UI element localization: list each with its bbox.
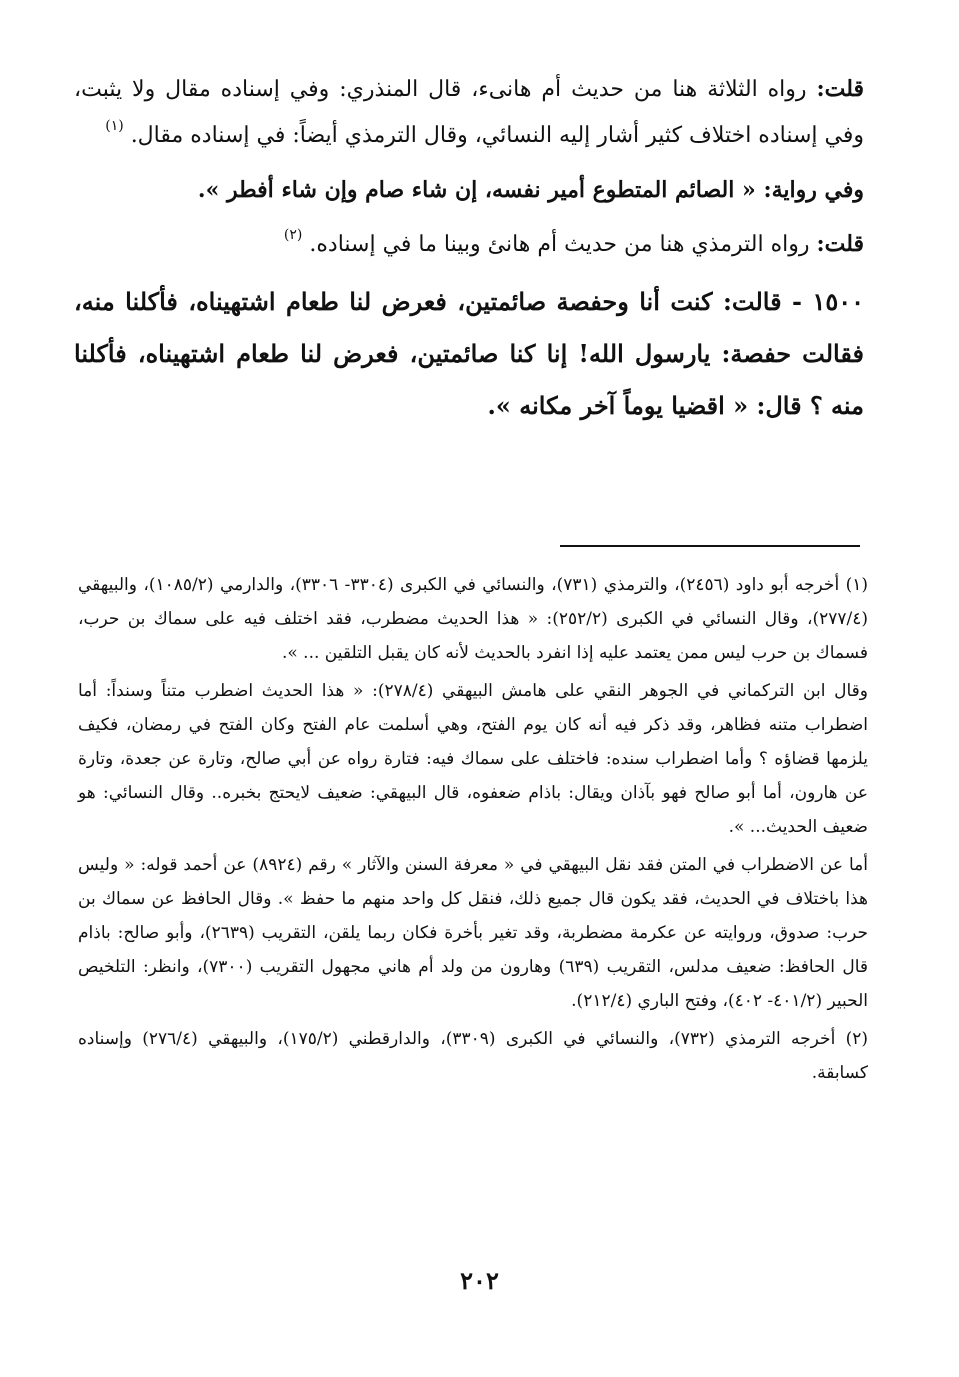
- footnotes: [78, 568, 868, 1094]
- main-text: [74, 66, 864, 432]
- footnote-1: (١) أخرجه أبو داود (٢٤٥٦)، والترمذي (٧٣١)، والنسائي في الكبرى (٣٣٠٤- ٣٣٠٦)، والدارمي (١٠٨٥/٢)، والبيهقي (٢٧٧/٤)، وقال النسائي في الكبرى (٢٥٢/٢): « هذا الحديث مضطرب، فقد اختلف فيه على سماك بن حرب، فسماك بن حرب ليس ممن يعتمد عليه إذا انفرد بالحديث لأنه كان يقبل التلقين ... ».: [78, 575, 868, 663]
- lead-word: وفي رواية:: [763, 177, 864, 203]
- footnote-ref-1[interactable]: (١): [105, 117, 124, 134]
- footnote-1-continuation: وقال ابن التركماني في الجوهر النقي على هامش البيهقي (٢٧٨/٤): « هذا الحديث اضطرب متناً وسنداً: أما اضطراب متنه فظاهر، وقد ذكر فيه أنه كان يوم الفتح، وهي أسلمت عام الفتح وكان الفتح في رمضان، فكيف يلزمها قضاؤه ؟ وأما اضطراب سنده: فاختلف على سماك فيه: فتارة رواه عن أبي صالح، وتارة عن جعدة، وتارة عن هارون، أما أبو صالح فهو بآذان ويقال: باذام ضعفوه، قال البيهقي: ضعيف لايحتج بخبره.. وقال النسائي: هو ضعيف الحديث... ».: [78, 681, 868, 837]
- footnote-1-continuation: أما عن الاضطراب في المتن فقد نقل البيهقي في « معرفة السنن والآثار » رقم (٨٩٢٤) عن أحمد قوله: « وليس هذا باختلاف في الحديث، فقد يكون قال جميع ذلك، فنقل كل واحد منهم ما حفظ ». وقال الحافظ عن سماك بن حرب: صدوق، وروايته عن عكرمة مضطربة، وقد تغير بأخرة فكان ربما يلقن، التقريب (٢٦٣٩)، وأبو صالح: باذام قال الحافظ: ضعيف مدلس، التقريب (٦٣٩) وهارون من ولد أم هاني مجهول التقريب (٧٣٠٠)، وانظر: التلخيص الحبير (٤٠١/٢- ٤٠٢)، وفتح الباري (٢١٢/٤).: [78, 855, 868, 1011]
- page-number: ٢٠٢: [460, 1266, 499, 1295]
- hadith-quote: « الصائم المتطوع أمير نفسه، إن شاء صام وإن شاء أفطر ».: [197, 177, 756, 203]
- footnote-ref-2[interactable]: (٢): [283, 226, 303, 243]
- footnote-2: (٢) أخرجه الترمذي (٧٣٢)، والنسائي في الكبرى (٣٣٠٩)، والدارقطني (١٧٥/٢)، والبيهقي (٢٧٦/٤) وإسناده كسابقة.: [78, 1029, 868, 1083]
- hadith-1500: ١٥٠٠ - قالت: كنت أنا وحفصة صائمتين، فعرض لنا طعام اشتهيناه، فأكلنا منه، فقالت حفصة: يارسول الله! إنا كنا صائمتين، فعرض لنا طعام اشتهيناه، فأكلنا منه ؟ قال: « اقضيا يوماً آخر مكانه ».: [74, 287, 864, 420]
- paragraph-text: رواه الثلاثة هنا من حديث أم هانىء، قال المنذري: وفي إسناده مقال ولا يثبت، وفي إسناده اختلاف كثير أشار إليه النسائي، وقال الترمذي أيضاً: في إسناده مقال.: [74, 77, 864, 148]
- lead-word: قلت:: [816, 231, 864, 257]
- paragraph-qultu-1: [74, 66, 864, 159]
- paragraph-riwaya: [74, 167, 864, 213]
- paragraph-qultu-2: [74, 221, 864, 268]
- paragraph-text: رواه الترمذي هنا من حديث أم هانئ وبينا ما في إسناده.: [309, 232, 810, 257]
- footnote-separator: [560, 545, 860, 547]
- lead-word: قلت:: [816, 76, 864, 102]
